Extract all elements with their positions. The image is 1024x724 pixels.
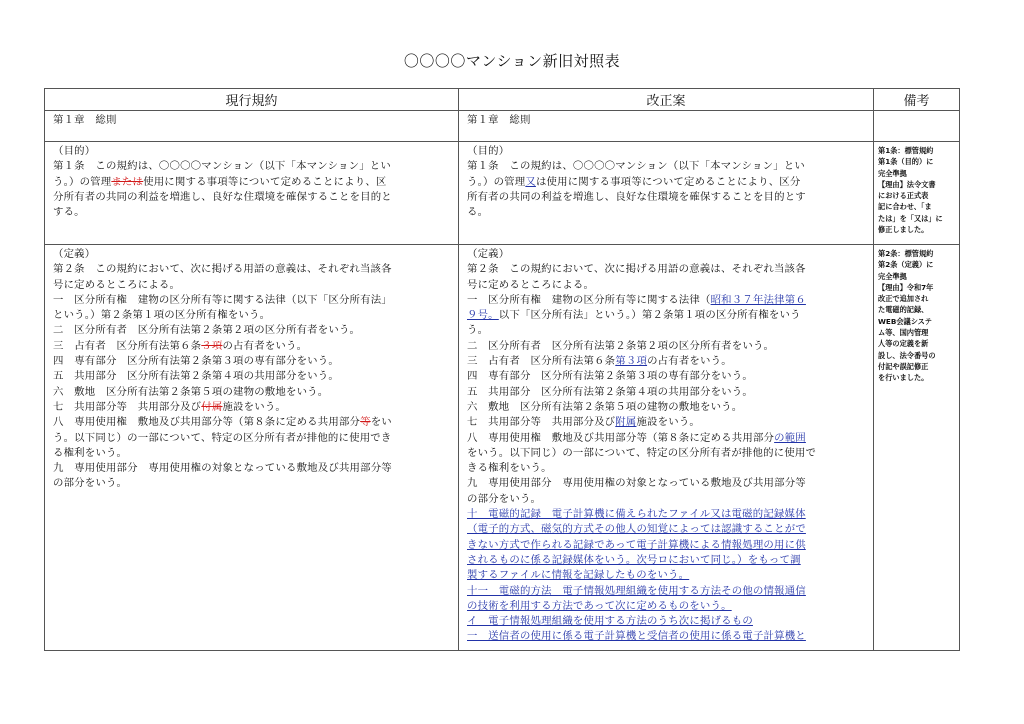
text: 七 共用部分等 共用部分及び bbox=[467, 416, 616, 429]
text-line bbox=[53, 339, 451, 354]
text-line: 第１条 この規約は、〇〇〇〇マンション（以下「本マンション」とい bbox=[53, 160, 391, 173]
inserted-line: されるものに係る記録媒体をいう。次号ロにおいて同じ。）をもって調 bbox=[467, 553, 801, 566]
text-line: 二 区分所有者 区分所有法第２条第２項の区分所有者をいう。 bbox=[53, 324, 361, 337]
text-line: （定義） bbox=[53, 248, 96, 260]
remark-line: 改正で追加され bbox=[878, 294, 929, 304]
header-row bbox=[45, 89, 960, 111]
text-line: う。 bbox=[467, 324, 489, 337]
text-line: の部分をいう。 bbox=[53, 477, 128, 490]
text-line: 九 専用使用部分 専用使用権の対象となっている敷地及び共用部分等 bbox=[467, 477, 806, 490]
remark-line: 記に合わせ、「ま bbox=[878, 202, 932, 212]
remark-line: たは」を「又は」に bbox=[878, 213, 943, 223]
text-line: 分所有者の共同の利益を増進し、良好な住環境を確保することを目的と bbox=[53, 190, 392, 203]
remark-line: 修正しました。 bbox=[878, 225, 929, 235]
text: 三 占有者 区分所有法第６条 bbox=[53, 339, 202, 352]
text-line: 五 共用部分 区分所有法第２条第４項の共用部分をいう。 bbox=[467, 385, 753, 398]
text-line: う。以下同じ）の一部について、特定の区分所有者が排他的に使用でき bbox=[53, 431, 392, 444]
inserted-text: 昭和３７年法律第６ bbox=[710, 293, 806, 306]
text-line bbox=[467, 175, 866, 190]
text: 三 占有者 区分所有法第６条 bbox=[467, 355, 616, 368]
text: の占有者をいう。 bbox=[647, 355, 732, 368]
text: 七 共用部分等 共用部分及び bbox=[53, 400, 202, 413]
remark-line: における正式表 bbox=[878, 191, 929, 201]
inserted-line: 一 送信者の使用に係る電子計算機と受信者の使用に係る電子計算機と bbox=[467, 630, 806, 643]
text: 八 専用使用権 敷地及び共用部分等（第８条に定める共用部分 bbox=[53, 416, 361, 429]
table-row bbox=[45, 111, 960, 142]
text-line: 号に定めるところによる。 bbox=[53, 278, 181, 291]
inserted-text: 附属 bbox=[615, 416, 637, 429]
cell-revised: 第１章 総則 bbox=[459, 111, 874, 142]
text-line: 六 敷地 区分所有法第２条第５項の建物の敷地をいう。 bbox=[53, 385, 329, 398]
remark-line: た電磁的記録、 bbox=[878, 305, 929, 315]
remark-line: 第1条（目的）に bbox=[878, 157, 934, 167]
deleted-text: 付属 bbox=[201, 400, 223, 413]
table-row bbox=[45, 245, 960, 651]
text: 八 専用使用権 敷地及び共用部分等（第８条に定める共用部分 bbox=[467, 431, 775, 444]
inserted-text: の範囲 bbox=[774, 431, 806, 444]
text-line: る。 bbox=[467, 206, 489, 219]
text-line bbox=[467, 415, 866, 430]
cell-revised bbox=[459, 245, 874, 651]
remark-line: 第1条：標管規約 bbox=[878, 146, 934, 155]
inserted-line: 十一 電磁的方法 電子情報処理組織を使用する方法その他の情報通信 bbox=[467, 584, 806, 597]
cell-remarks bbox=[874, 142, 960, 245]
remark-line: 【理由】令和7年 bbox=[878, 282, 934, 292]
text-line: 一 区分所有権 建物の区分所有等に関する法律（以下「区分所有法」 bbox=[53, 293, 392, 306]
remark-line: 【理由】法令文書 bbox=[878, 179, 936, 189]
text-line: をいう。以下同じ）の一部について、特定の区分所有者が排他的に使用で bbox=[467, 446, 817, 459]
cell-remarks bbox=[874, 245, 960, 651]
deleted-text: 等 bbox=[360, 416, 371, 429]
text-line: 五 共用部分 区分所有法第２条第４項の共用部分をいう。 bbox=[53, 370, 339, 383]
text-line: 二 区分所有者 区分所有法第２条第２項の区分所有者をいう。 bbox=[467, 339, 775, 352]
text: 以下「区分所有法」という。）第２条第１項の区分所有権をいう bbox=[498, 309, 801, 322]
deleted-text: ３項 bbox=[201, 339, 223, 352]
text: 一 区分所有権 建物の区分所有等に関する法律（ bbox=[467, 293, 711, 306]
header-remarks: 備考 bbox=[874, 89, 960, 111]
inserted-line: きない方式で作られる記録であって電子計算機による情報処理の用に供 bbox=[467, 538, 806, 551]
remark-line: ム等、国内管理 bbox=[878, 328, 929, 338]
inserted-line: 製するファイルに情報を記録したものをいう。 bbox=[467, 569, 690, 582]
text-line: 第１条 この規約は、〇〇〇〇マンション（以下「本マンション」とい bbox=[467, 160, 805, 173]
text-line: 四 専有部分 区分所有法第２条第３項の専有部分をいう。 bbox=[53, 355, 339, 368]
text-line: （目的） bbox=[53, 145, 96, 157]
text-line bbox=[53, 175, 451, 190]
cell-current: 第１章 総則 bbox=[45, 111, 459, 142]
text-line bbox=[53, 400, 451, 415]
remark-line: 第2条（定義）に bbox=[878, 260, 934, 270]
text: 使用に関する事項等について定めることにより、区 bbox=[143, 175, 387, 188]
inserted-line: （電子的方式、磁気的方式その他人の知覚によっては認識することがで bbox=[467, 523, 806, 536]
comparison-table bbox=[44, 88, 960, 651]
cell-current bbox=[45, 142, 459, 245]
text-line: 四 専有部分 区分所有法第２条第３項の専有部分をいう。 bbox=[467, 370, 753, 383]
text-line: る権利をいう。 bbox=[53, 446, 128, 459]
text-line bbox=[467, 431, 866, 446]
remark-line: 設し、法令番号の bbox=[878, 350, 936, 360]
remark-line: 第2条：標管規約 bbox=[878, 249, 934, 258]
header-revised: 改正案 bbox=[459, 89, 874, 111]
cell-revised bbox=[459, 142, 874, 245]
deleted-text: または bbox=[111, 175, 144, 188]
table-row bbox=[45, 142, 960, 245]
cell-remarks bbox=[874, 111, 960, 142]
text: をい bbox=[370, 416, 392, 429]
text-line: の部分をいう。 bbox=[467, 492, 542, 505]
text-line: （目的） bbox=[467, 145, 510, 157]
text-line bbox=[53, 415, 451, 430]
text: の占有者をいう。 bbox=[222, 339, 308, 352]
text-line: 第２条 この規約において、次に掲げる用語の意義は、それぞれ当該各 bbox=[467, 263, 806, 276]
text-line: （定義） bbox=[467, 248, 510, 260]
inserted-text: ９号。 bbox=[467, 309, 499, 322]
remark-line: 完全準拠 bbox=[878, 168, 907, 178]
inserted-line: の技術を利用する方法であって次に定めるものをいう。 bbox=[467, 599, 732, 612]
text-line: 号に定めるところによる。 bbox=[467, 278, 595, 291]
text-line: する。 bbox=[53, 206, 85, 219]
remark-line: 人等の定義を新 bbox=[878, 339, 929, 349]
cell-current bbox=[45, 245, 459, 651]
text-line bbox=[467, 308, 866, 323]
remark-line: 付記や誤記修正 bbox=[878, 361, 929, 371]
header-current: 現行規約 bbox=[45, 89, 459, 111]
text-line: 所有者の共同の利益を増進し、良好な住環境を確保することを目的とす bbox=[467, 190, 806, 203]
remark-line: 完全準拠 bbox=[878, 271, 907, 281]
text-line: 第２条 この規約において、次に掲げる用語の意義は、それぞれ当該各 bbox=[53, 263, 392, 276]
text: う。）の管理 bbox=[53, 175, 112, 188]
text-line bbox=[467, 354, 866, 369]
page-title: 〇〇〇〇マンション新旧対照表 bbox=[403, 52, 621, 70]
text-line bbox=[467, 293, 866, 308]
remark-line: WEB会議システ bbox=[878, 316, 932, 326]
inserted-text: 又 bbox=[525, 175, 536, 188]
text-line: 九 専用使用部分 専用使用権の対象となっている敷地及び共用部分等 bbox=[53, 462, 392, 475]
text: 施設をいう。 bbox=[222, 400, 287, 413]
text-line: という。）第２条第１項の区分所有権をいう。 bbox=[53, 309, 271, 322]
text: う。）の管理 bbox=[467, 175, 526, 188]
text: は使用に関する事項等について定めることにより、区分 bbox=[535, 175, 801, 188]
inserted-line: イ 電子情報処理組織を使用する方法のうち次に掲げるもの bbox=[467, 615, 753, 628]
remark-line: を行いました。 bbox=[878, 373, 929, 383]
inserted-text: 第３項 bbox=[615, 355, 648, 368]
inserted-line: 十 電磁的記録 電子計算機に備えられたファイル又は電磁的記録媒体 bbox=[467, 508, 806, 521]
text-line: きる権利をいう。 bbox=[467, 462, 552, 475]
text-line: 六 敷地 区分所有法第２条第５項の建物の敷地をいう。 bbox=[467, 400, 743, 413]
text: 施設をいう。 bbox=[636, 416, 701, 429]
